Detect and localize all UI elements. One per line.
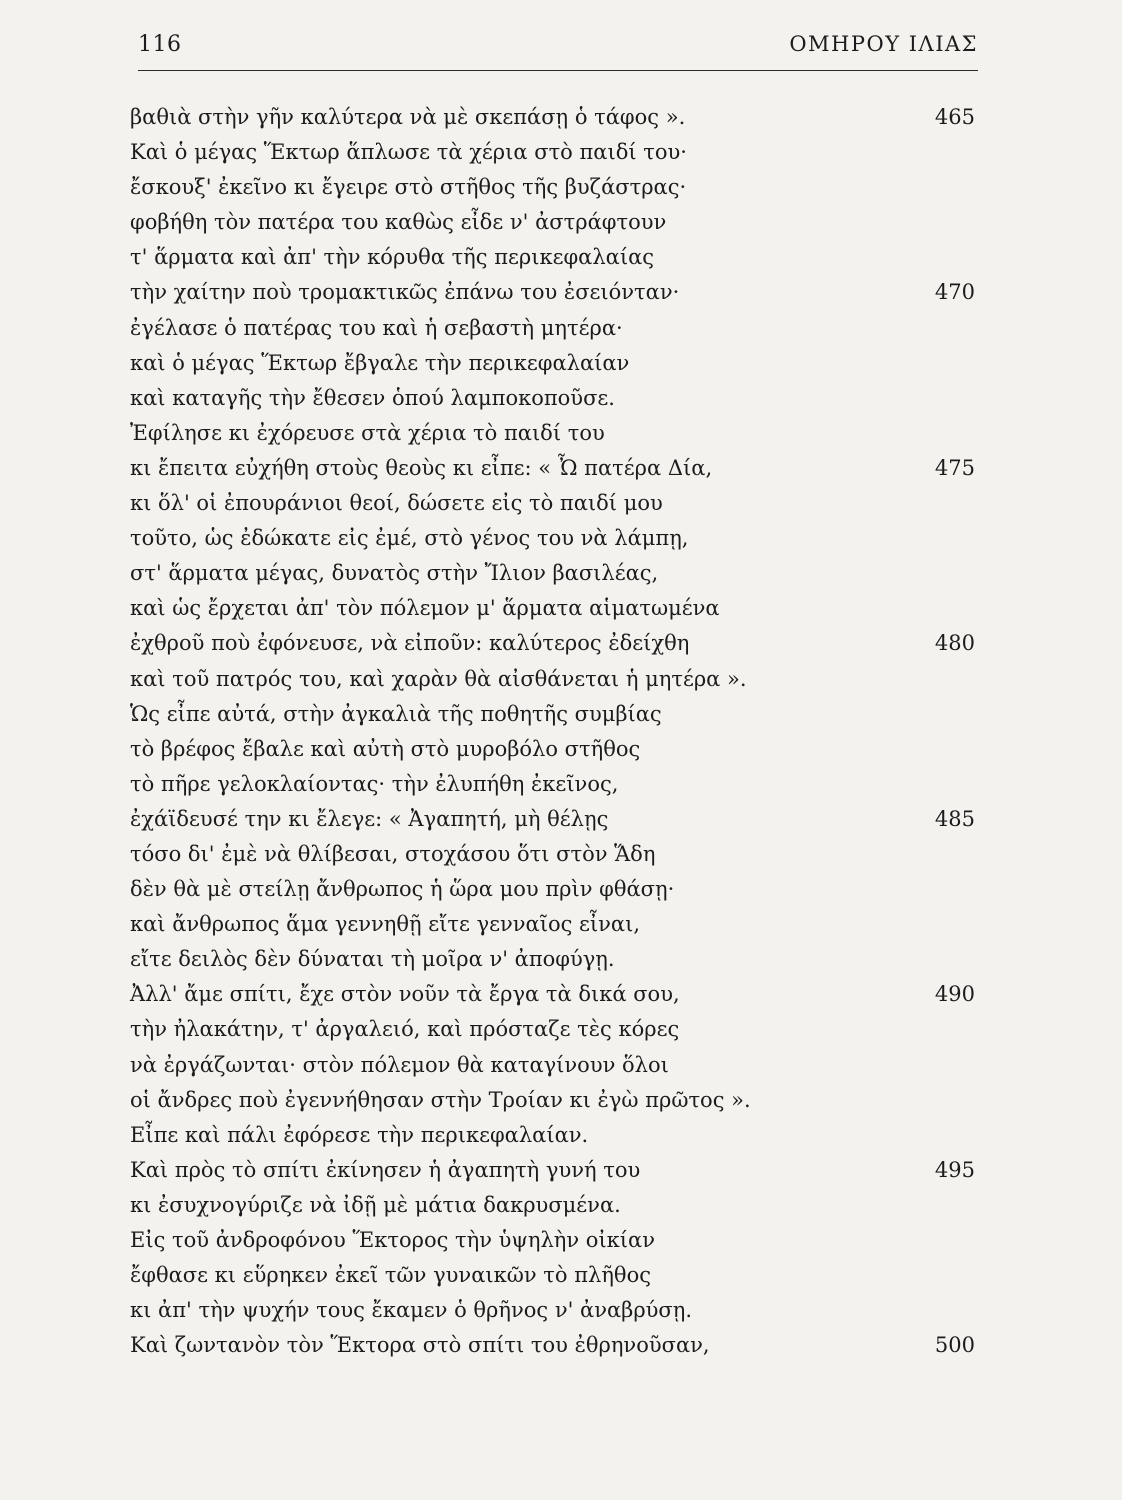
verse-line-text: καὶ ὁ μέγας Ἕκτωρ ἔβγαλε τὴν περικεφαλαίαν	[130, 350, 630, 375]
verse-line	[130, 556, 975, 591]
verse-line	[130, 135, 975, 170]
verse-line	[130, 942, 975, 977]
verse-line-text: καὶ καταγῆς τὴν ἔθεσεν ὁπού λαμποκοποῦσε.	[130, 385, 615, 410]
verse-line	[130, 1328, 975, 1363]
verse-line	[130, 1048, 975, 1083]
verse-line	[130, 1012, 975, 1047]
verse-line-text: Καὶ ὁ μέγας Ἕκτωρ ἅπλωσε τὰ χέρια στὸ παιδί του·	[130, 140, 687, 165]
verse-line	[130, 170, 975, 205]
verse-line	[130, 1083, 975, 1118]
line-number: 495	[934, 1157, 975, 1182]
verse-line-text: Ὡς εἶπε αὐτά, στὴν ἀγκαλιὰ τῆς ποθητῆς συμβίας	[130, 701, 662, 726]
verse-line-text: στ' ἅρματα μέγας, δυνατὸς στὴν Ἴλιον βασιλέας,	[130, 561, 659, 586]
verse-line	[130, 275, 975, 310]
verse-line	[130, 837, 975, 872]
verse-line-text: τὸ βρέφος ἔβαλε καὶ αὐτὴ στὸ μυροβόλο στῆθος	[130, 736, 641, 761]
verse-line	[130, 1153, 975, 1188]
verse-line-text: τὸ πῆρε γελοκλαίοντας· τὴν ἐλυπήθη ἐκεῖνος,	[130, 771, 619, 796]
verse-line	[130, 381, 975, 416]
verse-line-text: κι ὅλ' οἱ ἐπουράνιοι θεοί, δώσετε εἰς τὸ παιδί μου	[130, 491, 663, 516]
verse-line-text: Ἐφίλησε κι ἐχόρευσε στὰ χέρια τὸ παιδί του	[130, 420, 605, 445]
verse-line-text: τὴν χαίτην ποὺ τρομακτικῶς ἐπάνω του ἐσειόνταν·	[130, 280, 680, 305]
verse-line-text: δὲν θὰ μὲ στείλῃ ἄνθρωπος ἡ ὥρα μου πρὶν φθάσῃ·	[130, 877, 675, 902]
verse-line-text: καὶ ὡς ἔρχεται ἀπ' τὸν πόλεμον μ' ἅρματα αἱματωμένα	[130, 596, 720, 621]
line-number: 465	[934, 105, 975, 129]
verse-line	[130, 732, 975, 767]
verse-line	[130, 1188, 975, 1223]
verse-line	[130, 1118, 975, 1153]
verse-line-text: ἐχάϊδευσέ την κι ἔλεγε: « Ἀγαπητή, μὴ θέλῃς	[130, 806, 609, 831]
running-head	[138, 32, 978, 64]
verse-line-text: ἐγέλασε ὁ πατέρας του καὶ ἡ σεβαστὴ μητέρα·	[130, 315, 623, 340]
line-number: 475	[934, 455, 975, 480]
verse-line-text: Ἀλλ' ἄμε σπίτι, ἔχε στὸν νοῦν τὰ ἔργα τὰ δικά σου,	[130, 982, 680, 1007]
verse-line	[130, 802, 975, 837]
verse-line	[130, 521, 975, 556]
verse-line	[130, 872, 975, 907]
verse-line	[130, 100, 975, 135]
verse-line-text: εἴτε δειλὸς δὲν δύναται τὴ μοῖρα ν' ἀποφύγῃ.	[130, 947, 615, 972]
verse-line-text: νὰ ἐργάζωνται· στὸν πόλεμον θὰ καταγίνουν ὅλοι	[130, 1052, 669, 1077]
line-number: 485	[934, 806, 975, 831]
verse-line-text: βαθιὰ στὴν γῆν καλύτερα νὰ μὲ σκεπάσῃ ὁ τάφος ».	[130, 105, 686, 129]
verse-line	[130, 205, 975, 240]
page-number: 116	[138, 32, 182, 57]
verse-line-text: κι ἀπ' τὴν ψυχήν τους ἔκαμεν ὁ θρῆνος ν' ἀναβρύσῃ.	[130, 1298, 693, 1323]
line-number: 470	[934, 280, 975, 305]
verse-line	[130, 486, 975, 521]
verse-line-text: τ' ἅρματα καὶ ἀπ' τὴν κόρυθα τῆς περικεφαλαίας	[130, 245, 655, 270]
verse-line-text: Καὶ πρὸς τὸ σπίτι ἐκίνησεν ἡ ἀγαπητὴ γυνή του	[130, 1157, 641, 1182]
header-rule	[138, 70, 978, 71]
verse-line-text: τοῦτο, ὡς ἐδώκατε εἰς ἐμέ, στὸ γένος του νὰ λάμπῃ,	[130, 526, 689, 551]
verse-line	[130, 1223, 975, 1258]
verse-line-text: Εἶπε καὶ πάλι ἐφόρεσε τὴν περικεφαλαίαν.	[130, 1122, 589, 1147]
running-title: ΟΜΗΡΟΥ ΙΛΙΑΣ	[789, 32, 978, 56]
verse-line	[130, 767, 975, 802]
verse-line-text: κι ἔπειτα εὐχήθη στοὺς θεοὺς κι εἶπε: « Ὦ πατέρα Δία,	[130, 455, 713, 480]
verse-line-text: οἱ ἄνδρες ποὺ ἐγεννήθησαν στὴν Τροίαν κι ἐγὼ πρῶτος ».	[130, 1087, 751, 1112]
verse-line	[130, 1293, 975, 1328]
verse-line-text: καὶ ἄνθρωπος ἅμα γεννηθῇ εἴτε γενναῖος εἶναι,	[130, 912, 640, 937]
verse-line	[130, 240, 975, 275]
verse-line	[130, 977, 975, 1012]
line-number: 480	[934, 631, 975, 656]
verse-line-text: τὴν ἠλακάτην, τ' ἀργαλειό, καὶ πρόσταζε τὲς κόρες	[130, 1017, 680, 1042]
verse-line	[130, 907, 975, 942]
verse-line-text: τόσο δι' ἐμὲ νὰ θλίβεσαι, στοχάσου ὅτι στὸν Ἅδη	[130, 841, 656, 866]
verse-line	[130, 697, 975, 732]
line-number: 490	[934, 982, 975, 1007]
verse-line	[130, 311, 975, 346]
verse-line-text: ἔσκουξ' ἐκεῖνο κι ἔγειρε στὸ στῆθος τῆς βυζάστρας·	[130, 175, 687, 200]
verse-line	[130, 662, 975, 697]
verse-text-block	[130, 100, 975, 1363]
verse-line-text: φοβήθη τὸν πατέρα του καθὼς εἶδε ν' ἀστράφτουν	[130, 210, 667, 235]
line-number: 500	[934, 1333, 975, 1358]
verse-line	[130, 416, 975, 451]
verse-line-text: Εἰς τοῦ ἀνδροφόνου Ἕκτορος τὴν ὑψηλὴν οἰκίαν	[130, 1228, 655, 1252]
verse-line	[130, 626, 975, 661]
verse-line-text: κι ἐσυχνογύριζε νὰ ἰδῇ μὲ μάτια δακρυσμένα.	[130, 1192, 621, 1217]
verse-line-text: ἔφθασε κι εὕρηκεν ἐκεῖ τῶν γυναικῶν τὸ πλῆθος	[130, 1263, 651, 1288]
verse-line	[130, 346, 975, 381]
verse-line	[130, 1258, 975, 1293]
verse-line-text: ἐχθροῦ ποὺ ἐφόνευσε, νὰ εἰποῦν: καλύτερος ἐδείχθη	[130, 631, 690, 656]
verse-line	[130, 451, 975, 486]
verse-line-text: Καὶ ζωντανὸν τὸν Ἕκτορα στὸ σπίτι του ἐθρηνοῦσαν,	[130, 1333, 710, 1358]
verse-line	[130, 591, 975, 626]
verse-line-text: καὶ τοῦ πατρός του, καὶ χαρὰν θὰ αἰσθάνεται ἡ μητέρα ».	[130, 666, 747, 691]
